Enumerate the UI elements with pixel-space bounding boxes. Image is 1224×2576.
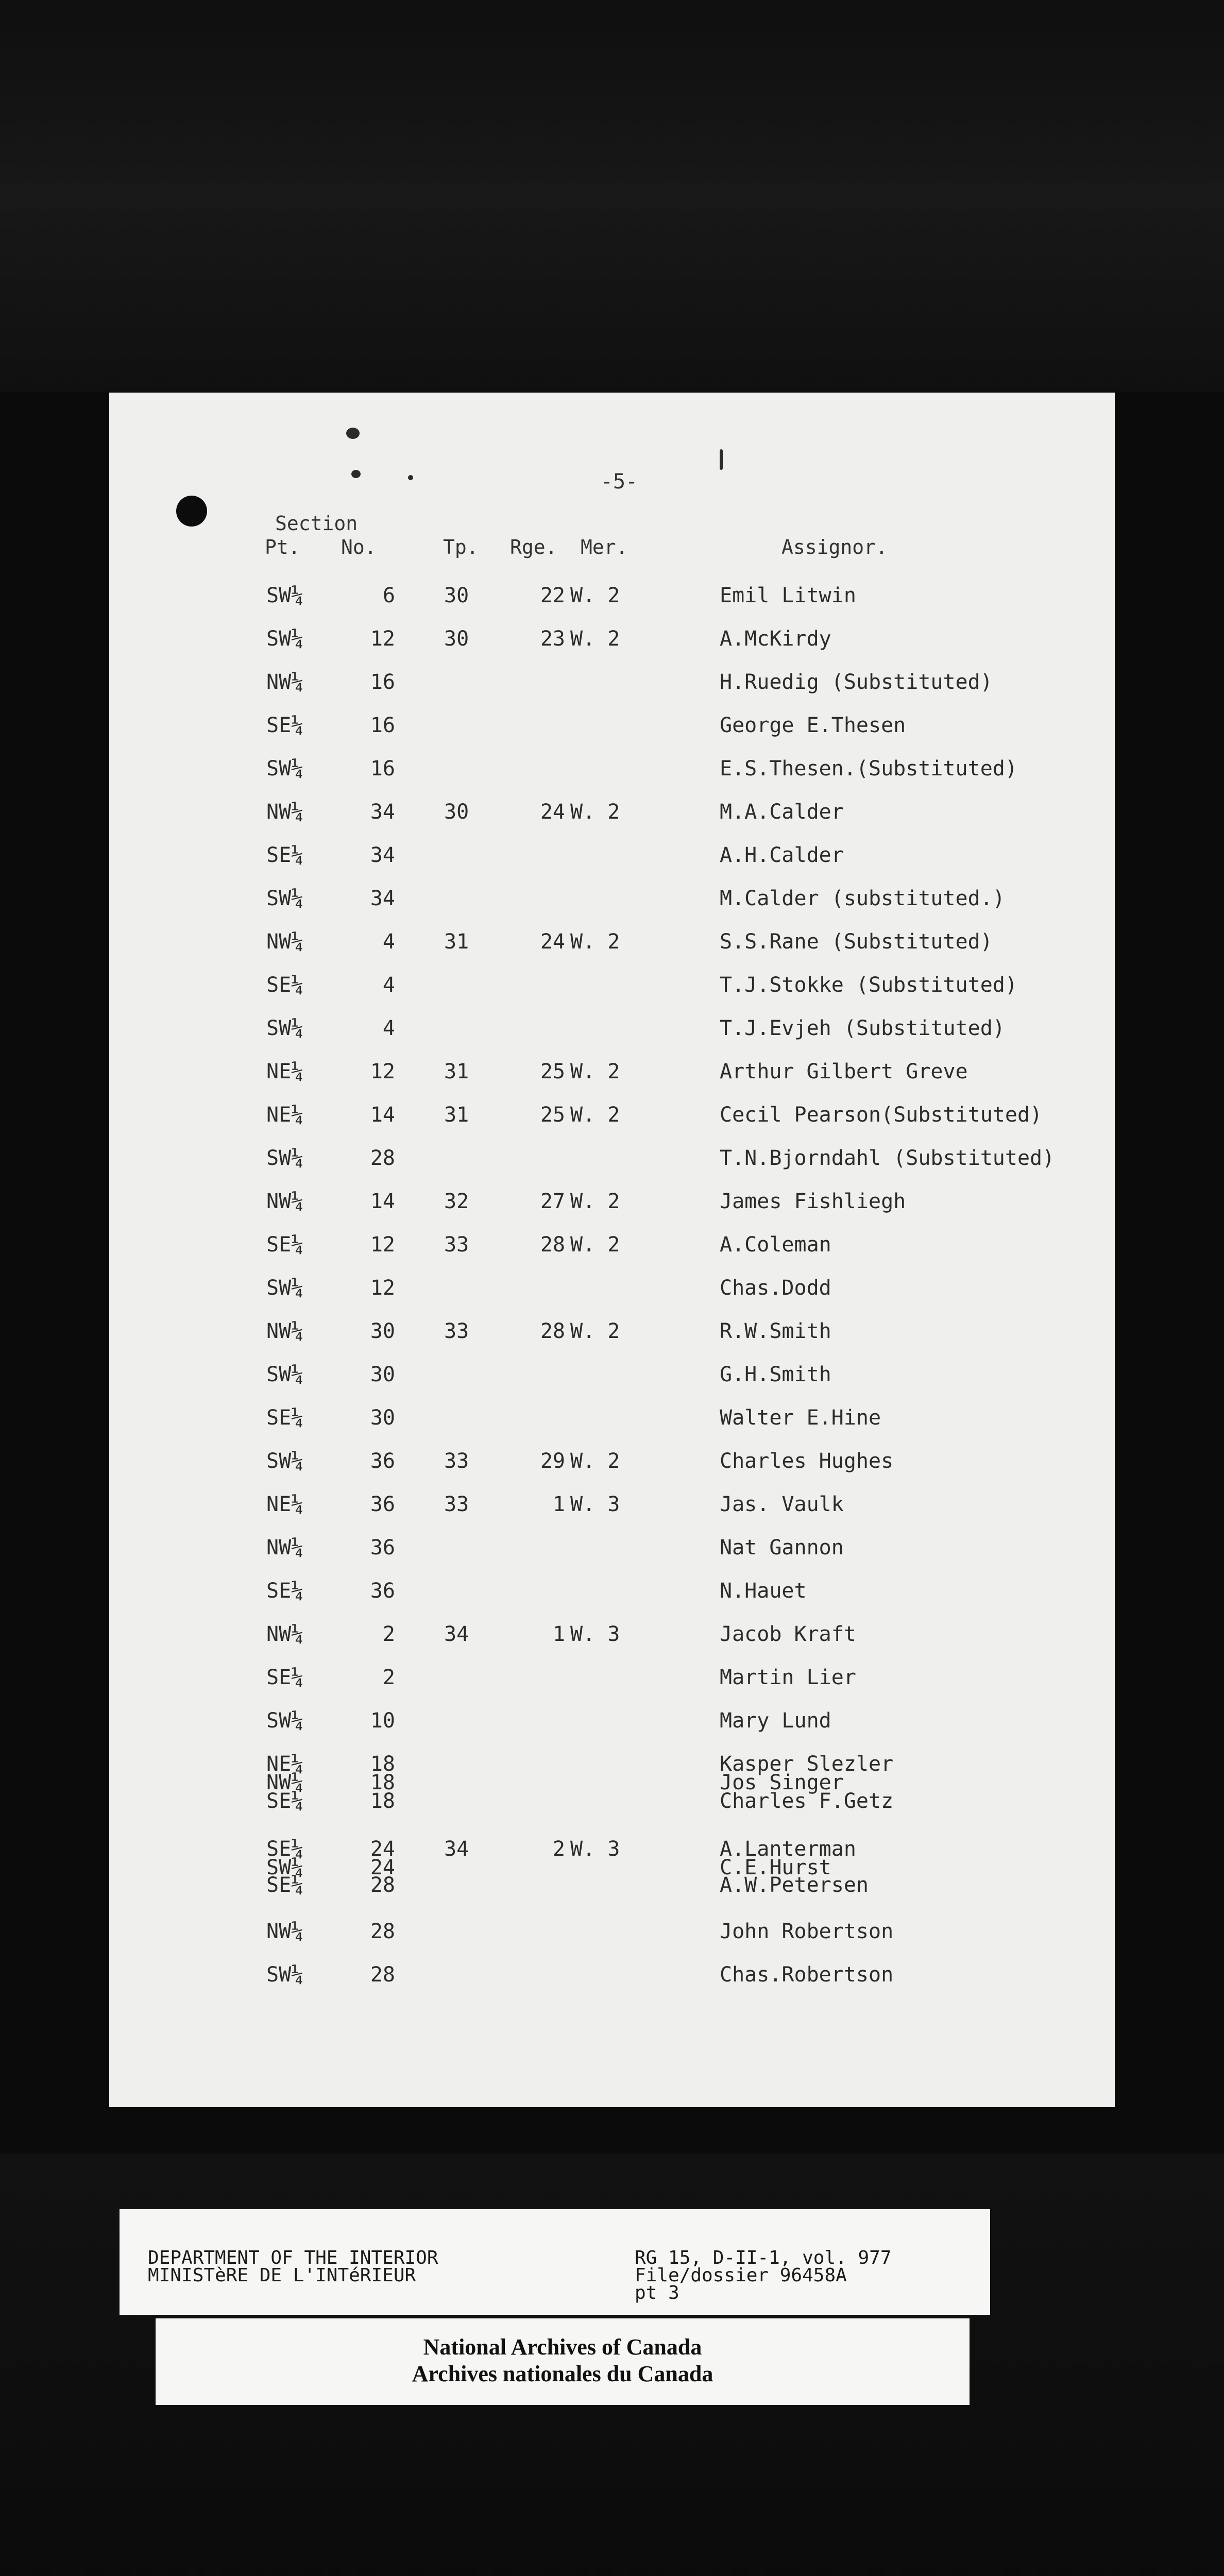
cell-assignor: Nat Gannon — [720, 1536, 844, 1560]
cell-township: 33 — [444, 1449, 469, 1473]
table-row — [109, 974, 1115, 1015]
cell-section-number: 18 — [370, 1771, 395, 1794]
cell-assignor: N.Hauet — [720, 1579, 807, 1603]
cell-assignor: Martin Lier — [720, 1666, 856, 1689]
cell-range: 25 — [540, 1103, 565, 1127]
cell-range: 22 — [540, 584, 565, 607]
cell-assignor: M.Calder (substituted.) — [720, 887, 1005, 910]
cell-part: NE¼ — [266, 1752, 304, 1776]
cell-part: NE¼ — [266, 1060, 304, 1083]
table-row — [109, 1920, 1115, 1961]
table-row — [109, 1963, 1115, 2005]
table-row — [109, 1790, 1115, 1831]
cell-assignor: Jos Singer — [720, 1771, 844, 1794]
cell-section-number: 36 — [370, 1449, 395, 1473]
cell-part: NW¼ — [266, 1622, 304, 1646]
cell-part: SW¼ — [266, 1856, 304, 1879]
header-rge: Rge. — [510, 536, 557, 558]
archives-name-fr: Archives nationales du Canada — [412, 2361, 713, 2386]
table-row — [109, 1320, 1115, 1361]
table-row — [109, 757, 1115, 799]
cell-township: 31 — [444, 1060, 469, 1083]
cell-part: SE¼ — [266, 1666, 304, 1689]
cell-assignor: A.McKirdy — [720, 627, 831, 651]
cell-part: NW¼ — [266, 1536, 304, 1560]
header-assignor: Assignor. — [781, 536, 888, 558]
cell-section-number: 6 — [382, 584, 395, 607]
document-page — [109, 393, 1115, 2107]
cell-assignor: R.W.Smith — [720, 1319, 831, 1343]
cell-section-number: 28 — [370, 1873, 395, 1897]
cell-assignor: Charles F.Getz — [720, 1789, 894, 1813]
film-border-top — [0, 0, 1224, 392]
cell-assignor: James Fishliegh — [720, 1190, 906, 1213]
table-row — [109, 1709, 1115, 1751]
cell-assignor: Jacob Kraft — [720, 1622, 856, 1646]
cell-part: NE¼ — [266, 1493, 304, 1516]
cell-meridian: W. 2 — [570, 584, 620, 607]
cell-meridian: W. 2 — [570, 1449, 620, 1473]
cell-part: SE¼ — [266, 843, 304, 867]
cell-part: SE¼ — [266, 714, 304, 737]
cell-meridian: W. 2 — [570, 1190, 620, 1213]
cell-assignor: H.Ruedig (Substituted) — [720, 670, 993, 694]
cell-part: NW¼ — [266, 1920, 304, 1943]
table-row — [109, 1406, 1115, 1448]
cell-section-number: 18 — [370, 1752, 395, 1776]
cell-township: 32 — [444, 1190, 469, 1213]
cell-section-number: 12 — [370, 1233, 395, 1257]
cell-range: 2 — [552, 1837, 565, 1861]
cell-meridian: W. 2 — [570, 627, 620, 651]
cell-part: SE¼ — [266, 1837, 304, 1861]
cell-assignor: Chas.Robertson — [720, 1963, 894, 1987]
cell-assignor: S.S.Rane (Substituted) — [720, 930, 993, 954]
cell-meridian: W. 2 — [570, 930, 620, 954]
reference-line-1: RG 15, D-II-1, vol. 977 — [635, 2247, 892, 2268]
table-row — [109, 1147, 1115, 1188]
cell-range: 1 — [552, 1493, 565, 1516]
table-row — [109, 1536, 1115, 1578]
cell-assignor: A.W.Petersen — [720, 1873, 869, 1897]
cell-meridian: W. 2 — [570, 1319, 620, 1343]
cell-section-number: 30 — [370, 1319, 395, 1343]
cell-part: SW¼ — [266, 887, 304, 910]
cell-assignor: M.A.Calder — [720, 800, 844, 824]
cell-township: 34 — [444, 1622, 469, 1646]
archives-name-en: National Archives of Canada — [423, 2334, 702, 2360]
table-row — [109, 1874, 1115, 1915]
table-row — [109, 801, 1115, 842]
cell-assignor: A.H.Calder — [720, 843, 844, 867]
cell-section-number: 16 — [370, 714, 395, 737]
cell-part: NE¼ — [266, 1103, 304, 1127]
cell-assignor: John Robertson — [720, 1920, 894, 1943]
cell-part: SE¼ — [266, 973, 304, 997]
cell-part: SE¼ — [266, 1789, 304, 1813]
table-row — [109, 1580, 1115, 1621]
cell-assignor: Charles Hughes — [720, 1449, 894, 1473]
cell-part: SE¼ — [266, 1873, 304, 1897]
header-pt: Pt. — [265, 536, 300, 558]
cell-section-number: 34 — [370, 887, 395, 910]
cell-meridian: W. 2 — [570, 1103, 620, 1127]
cell-assignor: Kasper Slezler — [720, 1752, 894, 1776]
cell-part: SW¼ — [266, 584, 304, 607]
cell-assignor: Mary Lund — [720, 1709, 831, 1733]
table-row — [109, 584, 1115, 625]
header-no: No. — [341, 536, 377, 558]
cell-range: 1 — [552, 1622, 565, 1646]
table-row — [109, 1060, 1115, 1101]
cell-range: 24 — [540, 800, 565, 824]
cell-section-number: 4 — [382, 973, 395, 997]
cell-part: NW¼ — [266, 670, 304, 694]
cell-township: 31 — [444, 1103, 469, 1127]
cell-assignor: Cecil Pearson(Substituted) — [720, 1103, 1043, 1127]
cell-part: NW¼ — [266, 1190, 304, 1213]
table-row — [109, 1493, 1115, 1534]
cell-section-number: 12 — [370, 1276, 395, 1300]
cell-range: 23 — [540, 627, 565, 651]
cell-part: SW¼ — [266, 757, 304, 781]
ink-mark — [720, 449, 723, 470]
cell-section-number: 24 — [370, 1856, 395, 1879]
archives-banner — [156, 2318, 970, 2405]
reference-line-3: pt 3 — [635, 2282, 679, 2303]
cell-meridian: W. 3 — [570, 1622, 620, 1646]
cell-section-number: 30 — [370, 1363, 395, 1386]
cell-part: NW¼ — [266, 800, 304, 824]
department-fr: MINISTèRE DE L'INTéRIEUR — [148, 2265, 416, 2286]
cell-section-number: 12 — [370, 1060, 395, 1083]
cell-meridian: W. 2 — [570, 1233, 620, 1257]
cell-section-number: 34 — [370, 843, 395, 867]
cell-section-number: 14 — [370, 1190, 395, 1213]
table-row — [109, 1450, 1115, 1491]
table-row — [109, 671, 1115, 712]
cell-assignor: Chas.Dodd — [720, 1276, 831, 1300]
table-row — [109, 1666, 1115, 1707]
file-reference — [635, 2249, 892, 2302]
cell-township: 30 — [444, 800, 469, 824]
punch-hole — [176, 496, 207, 527]
cell-range: 27 — [540, 1190, 565, 1213]
cell-assignor: T.N.Bjorndahl (Substituted) — [720, 1146, 1055, 1170]
ink-speck — [408, 475, 413, 480]
cell-part: SW¼ — [266, 1276, 304, 1300]
cell-section-number: 36 — [370, 1536, 395, 1560]
cell-part: SE¼ — [266, 1406, 304, 1430]
cell-assignor: A.Lanterman — [720, 1837, 856, 1861]
cell-part: NW¼ — [266, 1771, 304, 1794]
cell-assignor: T.J.Evjeh (Substituted) — [720, 1016, 1005, 1040]
cell-range: 29 — [540, 1449, 565, 1473]
cell-township: 33 — [444, 1319, 469, 1343]
header-tp: Tp. — [443, 536, 479, 558]
cell-section-number: 14 — [370, 1103, 395, 1127]
cell-part: NW¼ — [266, 1319, 304, 1343]
table-row — [109, 628, 1115, 669]
ink-speck — [351, 470, 361, 478]
cell-part: SW¼ — [266, 1709, 304, 1733]
table-row — [109, 1017, 1115, 1058]
department-name — [148, 2249, 438, 2284]
cell-assignor: Walter E.Hine — [720, 1406, 881, 1430]
cell-section-number: 10 — [370, 1709, 395, 1733]
cell-section-number: 4 — [382, 930, 395, 954]
cell-meridian: W. 3 — [570, 1837, 620, 1861]
table-row — [109, 844, 1115, 885]
page-number: -5- — [600, 470, 638, 494]
cell-section-number: 12 — [370, 627, 395, 651]
cell-section-number: 2 — [382, 1666, 395, 1689]
table-row — [109, 1104, 1115, 1145]
cell-township: 33 — [444, 1493, 469, 1516]
cell-assignor: A.Coleman — [720, 1233, 831, 1257]
cell-section-number: 4 — [382, 1016, 395, 1040]
cell-assignor: Arthur Gilbert Greve — [720, 1060, 968, 1083]
cell-assignor: E.S.Thesen.(Substituted) — [720, 757, 1017, 781]
cell-section-number: 34 — [370, 800, 395, 824]
cell-range: 24 — [540, 930, 565, 954]
cell-part: SW¼ — [266, 627, 304, 651]
table-row — [109, 1190, 1115, 1231]
cell-assignor: George E.Thesen — [720, 714, 906, 737]
table-row — [109, 887, 1115, 928]
table-row — [109, 1277, 1115, 1318]
cell-meridian: W. 2 — [570, 1060, 620, 1083]
ink-speck — [346, 428, 360, 439]
cell-section-number: 30 — [370, 1406, 395, 1430]
cell-range: 28 — [540, 1233, 565, 1257]
reference-line-2: File/dossier 96458A — [635, 2265, 847, 2286]
cell-township: 30 — [444, 627, 469, 651]
cell-section-number: 28 — [370, 1146, 395, 1170]
cell-range: 28 — [540, 1319, 565, 1343]
cell-part: SW¼ — [266, 1146, 304, 1170]
table-row — [109, 714, 1115, 755]
cell-part: NW¼ — [266, 930, 304, 954]
cell-township: 31 — [444, 930, 469, 954]
cell-section-number: 2 — [382, 1622, 395, 1646]
table-row — [109, 1623, 1115, 1664]
cell-section-number: 28 — [370, 1920, 395, 1943]
table-row — [109, 1363, 1115, 1404]
cell-part: SE¼ — [266, 1233, 304, 1257]
cell-section-number: 24 — [370, 1837, 395, 1861]
cell-section-number: 28 — [370, 1963, 395, 1987]
cell-part: SW¼ — [266, 1449, 304, 1473]
cell-township: 33 — [444, 1233, 469, 1257]
table-row — [109, 1233, 1115, 1275]
cell-township: 30 — [444, 584, 469, 607]
cell-section-number: 16 — [370, 670, 395, 694]
cell-range: 25 — [540, 1060, 565, 1083]
cell-section-number: 36 — [370, 1579, 395, 1603]
department-en: DEPARTMENT OF THE INTERIOR — [148, 2247, 438, 2268]
cell-assignor: Jas. Vaulk — [720, 1493, 844, 1516]
archive-reference-label — [120, 2209, 990, 2315]
cell-assignor: T.J.Stokke (Substituted) — [720, 973, 1017, 997]
cell-part: SW¼ — [266, 1963, 304, 1987]
cell-meridian: W. 2 — [570, 800, 620, 824]
header-section: Section — [275, 512, 358, 535]
cell-section-number: 36 — [370, 1493, 395, 1516]
cell-part: SE¼ — [266, 1579, 304, 1603]
cell-assignor: C.E.Hurst — [720, 1856, 831, 1879]
table-row — [109, 930, 1115, 972]
cell-section-number: 18 — [370, 1789, 395, 1813]
cell-assignor: G.H.Smith — [720, 1363, 831, 1386]
cell-part: SW¼ — [266, 1016, 304, 1040]
header-mer: Mer. — [581, 536, 628, 558]
cell-section-number: 16 — [370, 757, 395, 781]
cell-township: 34 — [444, 1837, 469, 1861]
cell-part: SW¼ — [266, 1363, 304, 1386]
cell-meridian: W. 3 — [570, 1493, 620, 1516]
cell-assignor: Emil Litwin — [720, 584, 856, 607]
